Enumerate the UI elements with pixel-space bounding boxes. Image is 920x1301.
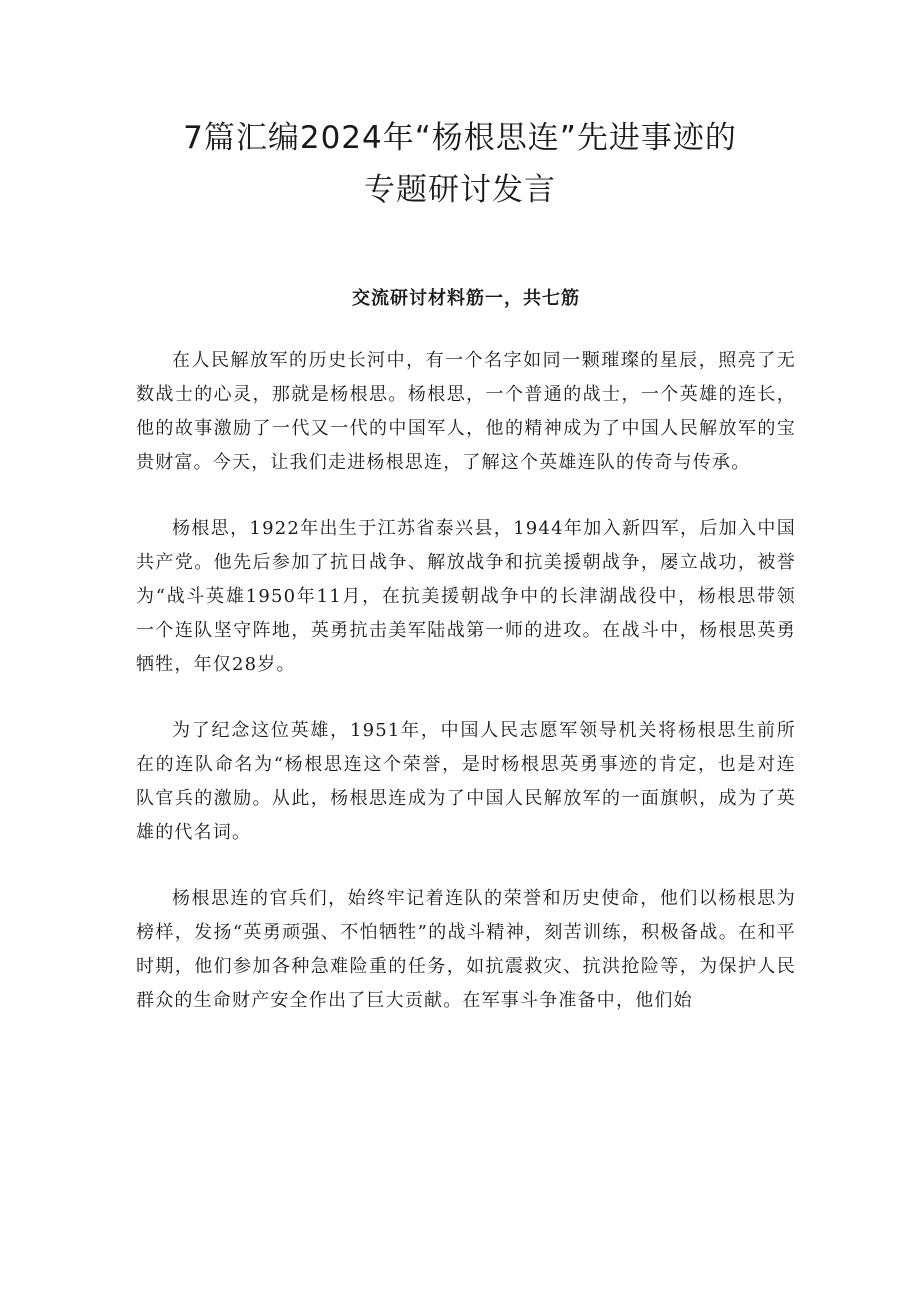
paragraph-4: 杨根思连的官兵们，始终牢记着连队的荣誉和历史使命，他们以杨根思为榜样，发扬“英勇顽强、不怕牺牲”的战斗精神，刻苦训练，积极备战。在和平时期，他们参加各种急难险重的任务，如抗震救灾、抗洪抢险等，为保护人民群众的生命财产安全作出了巨大贡献。在军事斗争准备中，他们始 (136, 888, 796, 1011)
paragraph-2: 杨根思，1922年出生于江苏省泰兴县，1944年加入新四军，后加入中国共产党。他先后参加了抗日战争、解放战争和抗美援朝战争，屡立战功，被誉为“战斗英雄1950年11月，在抗美援朝战争中的长津湖战役中，杨根思带领一个连队坚守阵地，英勇抗击美军陆战第一师的进攻。在战斗中，杨根思英勇牺牲，年仅28岁。 (136, 518, 796, 675)
paragraph-3: 为了纪念这位英雄，1951年，中国人民志愿军领导机关将杨根思生前所在的连队命名为“杨根思连这个荣誉，是时杨根思英勇事迹的肯定，也是对连队官兵的激励。从此，杨根思连成为了中国人民解放军的一面旗帜，成为了英雄的代名词。 (136, 720, 796, 843)
title-line-1: 7篇汇编2024年“杨根思连”先进事迹的 (183, 120, 737, 156)
document-body (136, 344, 796, 1050)
paragraph-1: 在人民解放军的历史长河中，有一个名字如同一颗璀璨的星辰，照亮了无数战士的心灵，那就是杨根思。杨根思，一个普通的战士，一个英雄的连长，他的故事激励了一代又一代的中国军人，他的精神成为了中国人民解放军的宝贵财富。今天，让我们走进杨根思连，了解这个英雄连队的传奇与传承。 (136, 350, 796, 473)
section-heading: 交流研讨材料筋一，共七筋 (352, 288, 580, 309)
document-title (120, 112, 800, 216)
title-line-2: 专题研讨发言 (364, 172, 556, 208)
